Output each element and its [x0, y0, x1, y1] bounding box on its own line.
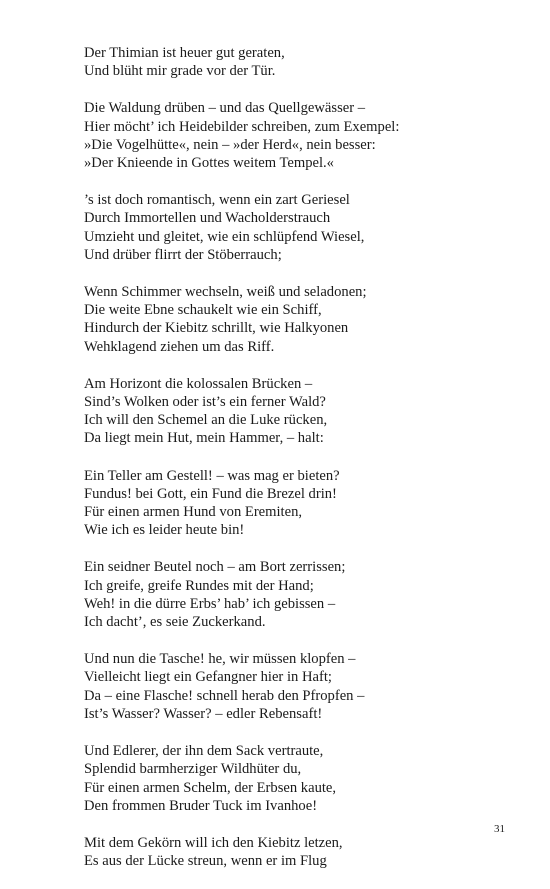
verse-line: Und drüber flirrt der Stöberrauch;: [84, 246, 282, 263]
verse-line: »Die Vogelhütte«, nein – »der Herd«, nein besser:: [84, 136, 376, 153]
verse-line: Ich will den Schemel an die Luke rücken,: [84, 412, 328, 429]
verse-line: Der Thimian ist heuer gut geraten,: [84, 45, 285, 61]
verse-line: Umzieht und gleitet, wie ein schlüpfend Wiesel,: [84, 228, 365, 245]
verse-line: Und nun die Tasche! he, wir müssen klopfen –: [84, 651, 356, 668]
verse-line: Mit dem Gekörn will ich den Kiebitz letzen,: [84, 834, 343, 851]
verse-line: Für einen armen Schelm, der Erbsen kaute,: [84, 779, 337, 796]
stanza: [84, 283, 484, 356]
verse-line: Splendid barmherziger Wildhüter du,: [84, 761, 302, 778]
stanza: [84, 99, 484, 172]
stanza: [84, 375, 484, 448]
verse-line: Wehklagend ziehen um das Riff.: [84, 338, 275, 355]
verse-line: Es aus der Lücke streun, wenn er im Flug: [84, 853, 327, 870]
poem-text: [84, 44, 484, 889]
verse-line: Ist’s Wasser? Wasser? – edler Rebensaft!: [84, 705, 323, 722]
stanza: [84, 558, 484, 631]
verse-line: Ein seidner Beutel noch – am Bort zerrissen;: [84, 559, 346, 576]
verse-line: Fundus! bei Gott, ein Fund die Brezel drin!: [84, 485, 337, 502]
stanza: [84, 742, 484, 815]
verse-line: Hindurch der Kiebitz schrillt, wie Halkyonen: [84, 320, 349, 337]
page-number: 31: [494, 823, 505, 835]
stanza: [84, 191, 484, 264]
verse-line: Und blüht mir grade vor der Tür.: [84, 63, 276, 80]
verse-line: Wenn Schimmer wechseln, weiß und seladonen;: [84, 284, 367, 301]
verse-line: Wie ich es leider heute bin!: [84, 522, 245, 539]
verse-line: Ich dacht’, es seie Zuckerkand.: [84, 614, 266, 631]
verse-line: Die weite Ebne schaukelt wie ein Schiff,: [84, 302, 322, 319]
verse-line: Und Edlerer, der ihn dem Sack vertraute,: [84, 743, 324, 760]
verse-line: Den frommen Bruder Tuck im Ivanhoe!: [84, 797, 318, 814]
verse-line: Da liegt mein Hut, mein Hammer, – halt:: [84, 430, 324, 447]
verse-line: Ein Teller am Gestell! – was mag er bieten?: [84, 467, 340, 484]
verse-line: Ich greife, greife Rundes mit der Hand;: [84, 577, 314, 594]
verse-line: Vielleicht liegt ein Gefangner hier in Haft;: [84, 669, 332, 686]
verse-line: Durch Immortellen und Wacholderstrauch: [84, 210, 331, 227]
verse-line: Die Waldung drüben – und das Quellgewässer –: [84, 100, 366, 117]
stanza: [84, 467, 484, 540]
verse-line: Weh! in die dürre Erbs’ hab’ ich gebissen –: [84, 595, 336, 612]
verse-line: Für einen armen Hund von Eremiten,: [84, 504, 303, 521]
verse-line: ’s ist doch romantisch, wenn ein zart Geriesel: [84, 192, 350, 209]
verse-line: Am Horizont die kolossalen Brücken –: [84, 375, 313, 392]
verse-line: Hier möcht’ ich Heidebilder schreiben, zum Exempel:: [84, 118, 400, 135]
verse-line: »Der Knieende in Gottes weitem Tempel.«: [84, 155, 334, 172]
stanza: [84, 650, 484, 723]
stanza: [84, 44, 484, 80]
stanza: [84, 834, 484, 870]
verse-line: Sind’s Wolken oder ist’s ein ferner Wald?: [84, 394, 326, 411]
verse-line: Da – eine Flasche! schnell herab den Pfropfen –: [84, 687, 365, 704]
